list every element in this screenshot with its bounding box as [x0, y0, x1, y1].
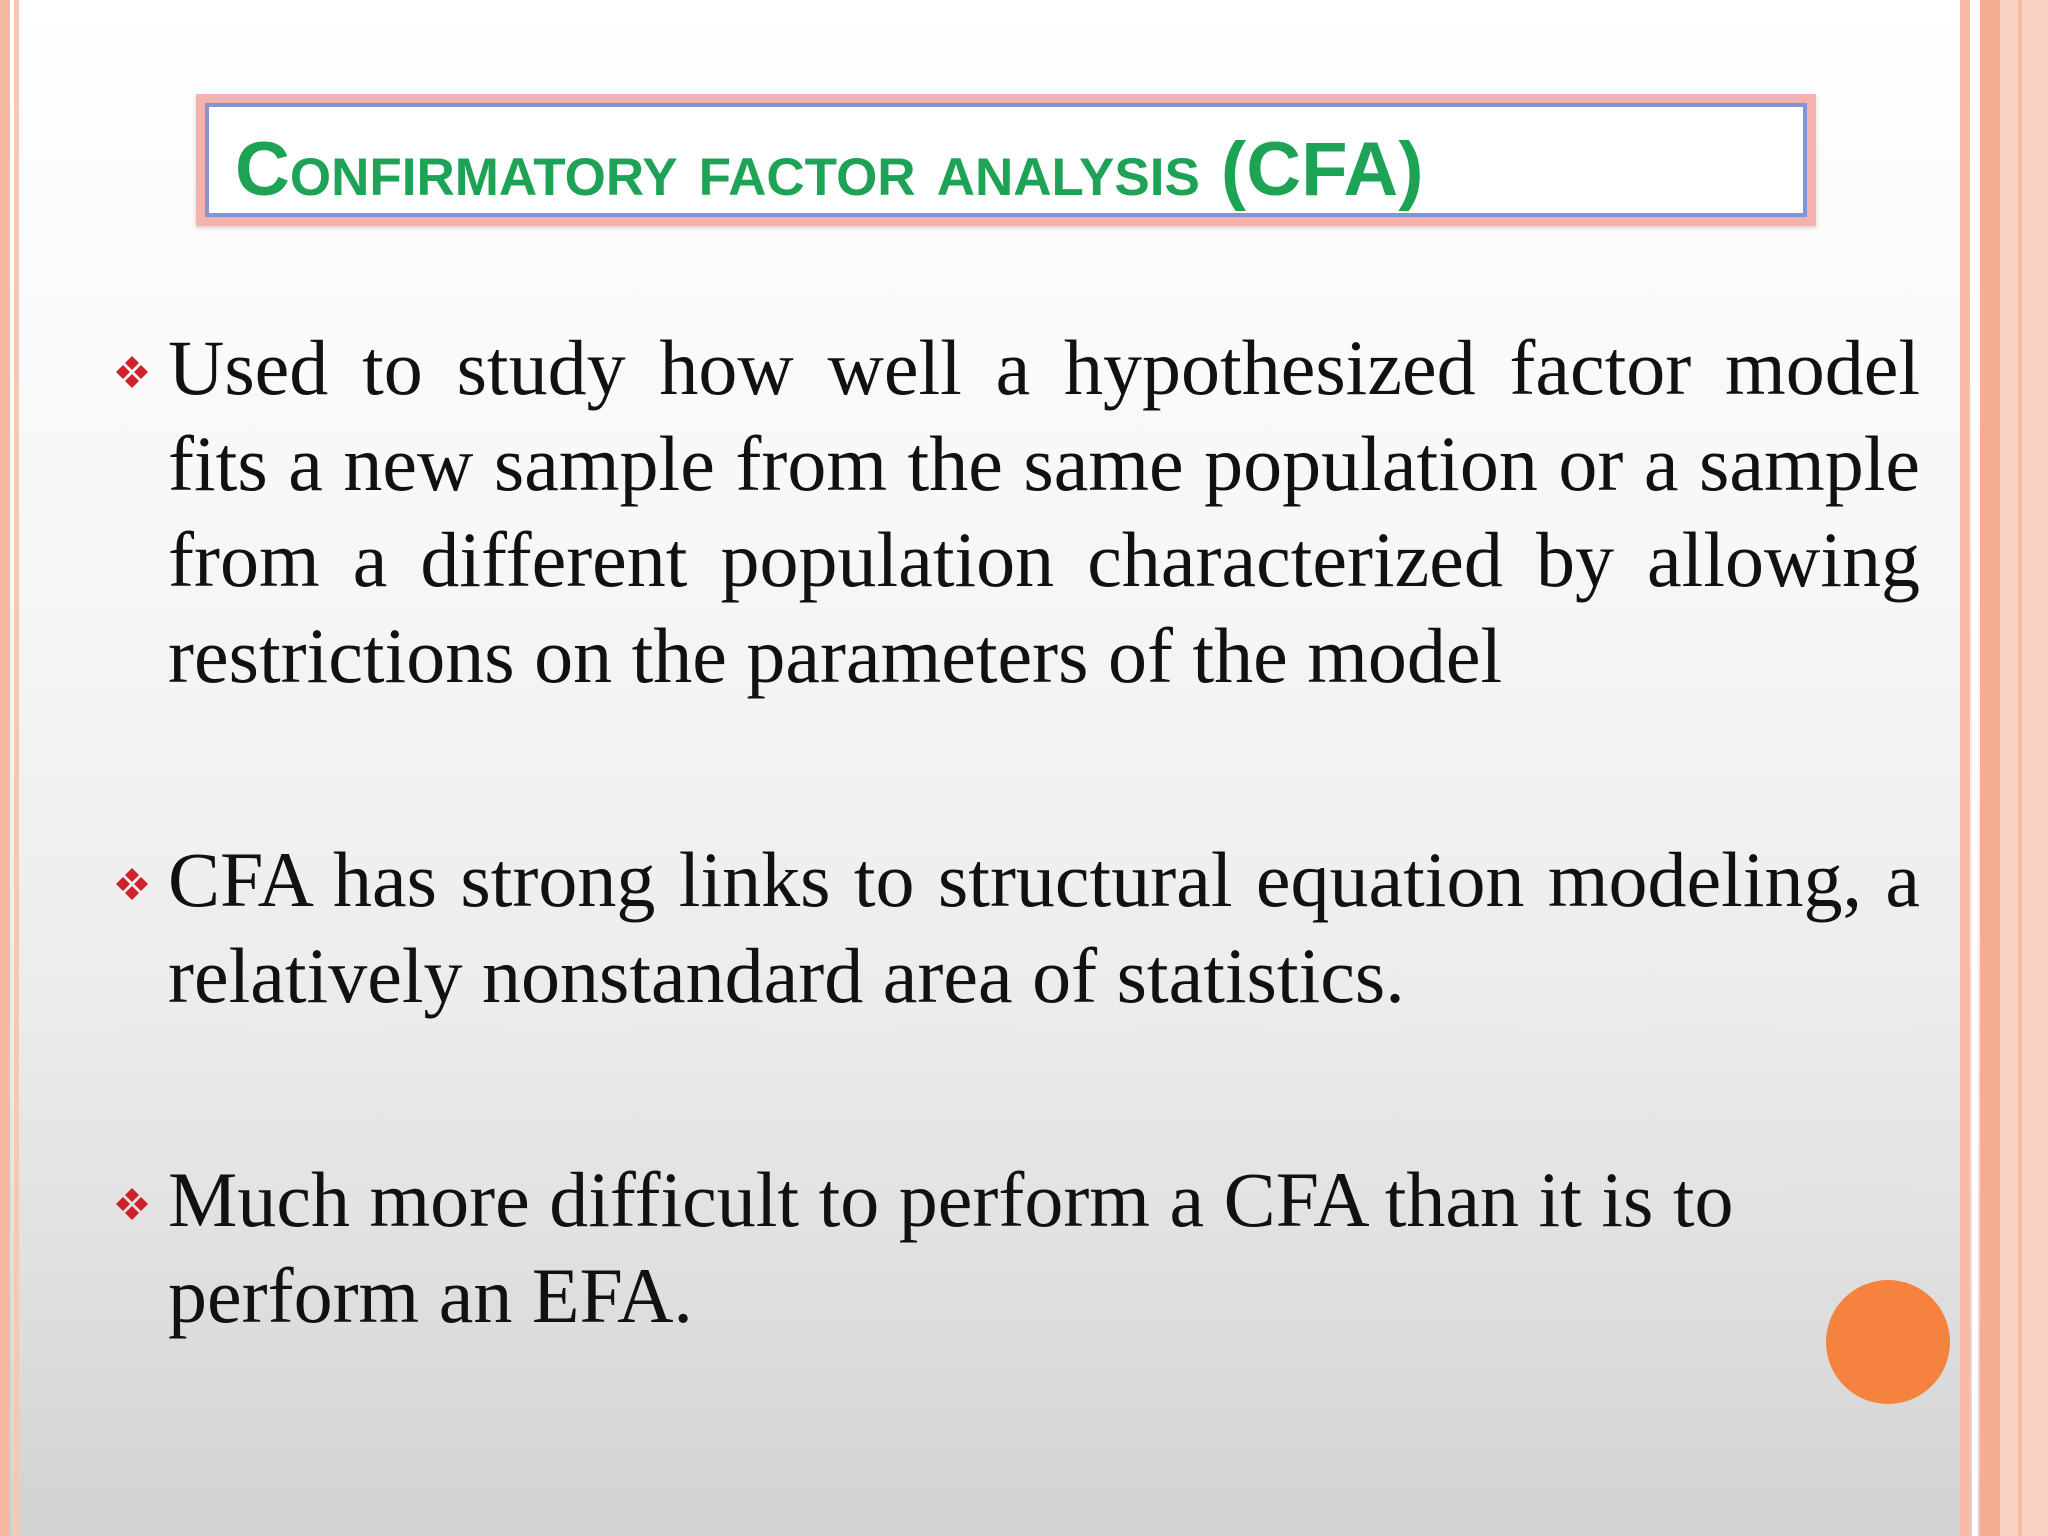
orange-circle-decoration	[1826, 1280, 1950, 1404]
bullet-text: Much more difficult to perform a CFA than it is to perform an EFA.	[168, 1156, 1734, 1339]
left-border-stripe-inner	[14, 0, 19, 1536]
left-border-stripe	[0, 0, 10, 1536]
right-border-stripe	[1960, 0, 1970, 1536]
slide-title: Confirmatory factor analysis (CFA)	[235, 127, 1424, 212]
four-diamond-bullet-icon	[110, 1182, 154, 1226]
four-diamond-bullet-icon	[110, 350, 154, 394]
bullet-text: Used to study how well a hypothesized factor model fits a new sample from the same population or a sample from a different population characterized by allowing restrictions on the parameters of the model	[168, 324, 1920, 699]
title-box-inner	[205, 103, 1807, 217]
right-border-stripe-dark	[1980, 0, 2000, 1536]
right-border-gap	[1972, 0, 1978, 1536]
right-border-band	[2000, 0, 2048, 1536]
title-box	[196, 94, 1816, 226]
bullet-text: CFA has strong links to structural equation modeling, a relatively nonstandard area of statistics.	[168, 836, 1920, 1019]
four-diamond-bullet-icon	[110, 862, 154, 906]
right-border-line	[2018, 0, 2022, 1536]
